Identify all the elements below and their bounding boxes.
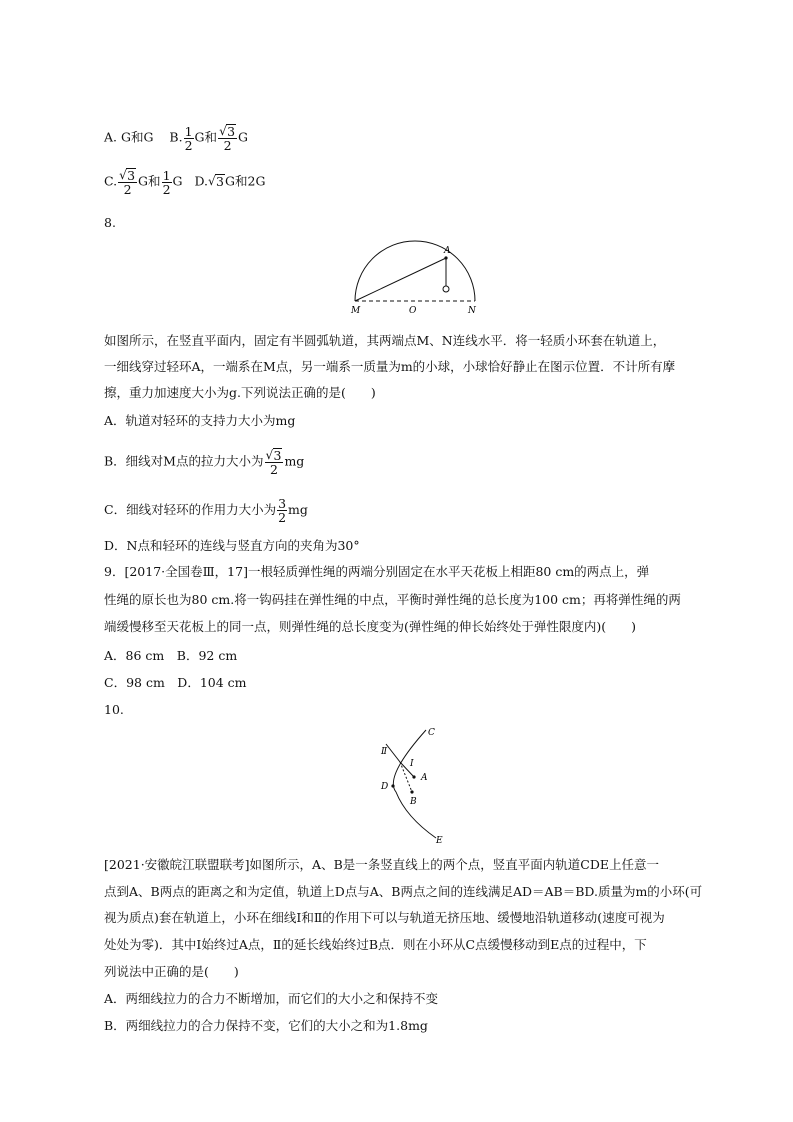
q10-stem-line-3: 视为质点)套在轨道上，小环在细线Ⅰ和Ⅱ的作用下可以与轨道无挤压地、缓慢地沿轨道移动(速度可视为 [104,910,665,925]
ring-a [444,256,447,259]
label-b: B [410,797,417,807]
q7-option-b-frac-sqrt3-half: √ 3 2 [219,124,236,153]
label-a: A [421,773,428,783]
point-a [412,775,415,778]
q7-option-row-ab: A. G和G B. $\frac{1}{2}$ G和 √ 3 2 G [104,123,249,153]
q8-stem-line-3: 擦，重力加速度大小为g.下列说法正确的是( ) [104,385,376,400]
q8-option-b: B．细线对M点的拉力大小为 √ 3 2 mg [104,448,305,477]
q8-number: 8. [104,215,116,230]
q10-stem-line-4: 处处为零)．其中Ⅰ始终过A点，Ⅱ的延长线始终过B点．则在小环从C点缓慢移动到E点的过程中，下 [104,937,647,952]
q7-option-row-cd: C. √ 3 2 G和 $\frac{1}{2}$ G D. √ 3G和2G [104,167,266,197]
q8-stem-line-2: 一细线穿过轻环A，一端系在M点，另一端系一质量为m的小球，小球恰好静止在图示位置．不计所有摩 [104,359,676,374]
q7-option-d-prefix: D. [194,173,209,189]
label-e: E [436,836,443,846]
q7-option-b-prefix: B. [169,129,183,145]
point-d [391,784,394,787]
ball [443,286,449,292]
label-i: Ⅰ [410,759,414,769]
q8-option-c: C．细线对轻环的作用力大小为 $\frac{3}{2}$ mg [104,496,308,525]
q10-stem-line-2: 点到A、B两点的距离之和为定值，轨道上D点与A、B两点之间的连线满足AD＝AB＝BD.质量为m的小环(可 [104,884,703,899]
q8-semicircle-figure [340,238,490,318]
q8-option-a: A．轨道对轻环的支持力大小为mg [104,413,296,428]
q9-options-ab: A．86 cm B．92 cm [104,648,238,663]
q7-option-c-prefix: C. [104,173,118,189]
thread-ii [386,744,400,762]
q10-number: 10. [104,702,124,717]
label-a: A [444,246,451,256]
q7-option-a: A. G和G [104,129,154,145]
q8-option-c-frac: $\frac{3}{2}$ [278,496,287,525]
q8-stem-line-1: 如图所示，在竖直平面内，固定有半圆弧轨道，其两端点M、N连线水平．将一轻质小环套在轨道上， [104,333,666,348]
label-m: M [351,306,361,316]
label-d: D [381,782,389,792]
label-n: N [468,306,476,316]
q10-option-b: B．两细线拉力的合力保持不变，它们的大小之和为1.8mg [104,1018,428,1033]
q10-track-figure [370,722,460,847]
q7-option-c-frac-sqrt3-half: √ 3 2 [119,168,136,197]
q9-stem-line-1: 9．[2017·全国卷Ⅲ，17]一根轻质弹性绳的两端分别固定在水平天花板上相距80 cm的两点上，弹 [104,564,650,579]
point-b [410,790,413,793]
q7-option-b-frac-half: $\frac{1}{2}$ [184,123,193,153]
q9-options-cd: C．98 cm D．104 cm [104,675,247,690]
label-o: O [409,306,417,316]
q10-stem-line-5: 列说法中正确的是( ) [104,964,239,979]
q7-option-d-sqrt3: √ 3 [208,173,224,189]
label-c: C [428,728,435,738]
q10-option-a: A．两细线拉力的合力不断增加，而它们的大小之和保持不变 [104,991,439,1006]
string-m-to-a [355,258,446,301]
track-cde [393,730,436,838]
label-ii: Ⅱ [381,747,388,757]
q8-option-d: D．N点和轻环的连线与竖直方向的夹角为30° [104,538,360,553]
q9-stem-line-3: 端缓慢移至天花板上的同一点，则弹性绳的总长度变为(弹性绳的伸长始终处于弹性限度内)( ) [104,619,637,634]
q8-option-b-frac: √ 3 2 [265,448,282,477]
q7-option-c-frac-half: $\frac{1}{2}$ [162,167,171,197]
q9-stem-line-2: 性绳的原长也为80 cm.将一钩码挂在弹性绳的中点，平衡时弹性绳的总长度为100 cm；再将弹性绳的两 [104,592,681,607]
q10-stem-line-1: [2021·安徽皖江联盟联考]如图所示，A、B是一条竖直线上的两个点，竖直平面内轨道CDE上任意一 [104,857,659,872]
